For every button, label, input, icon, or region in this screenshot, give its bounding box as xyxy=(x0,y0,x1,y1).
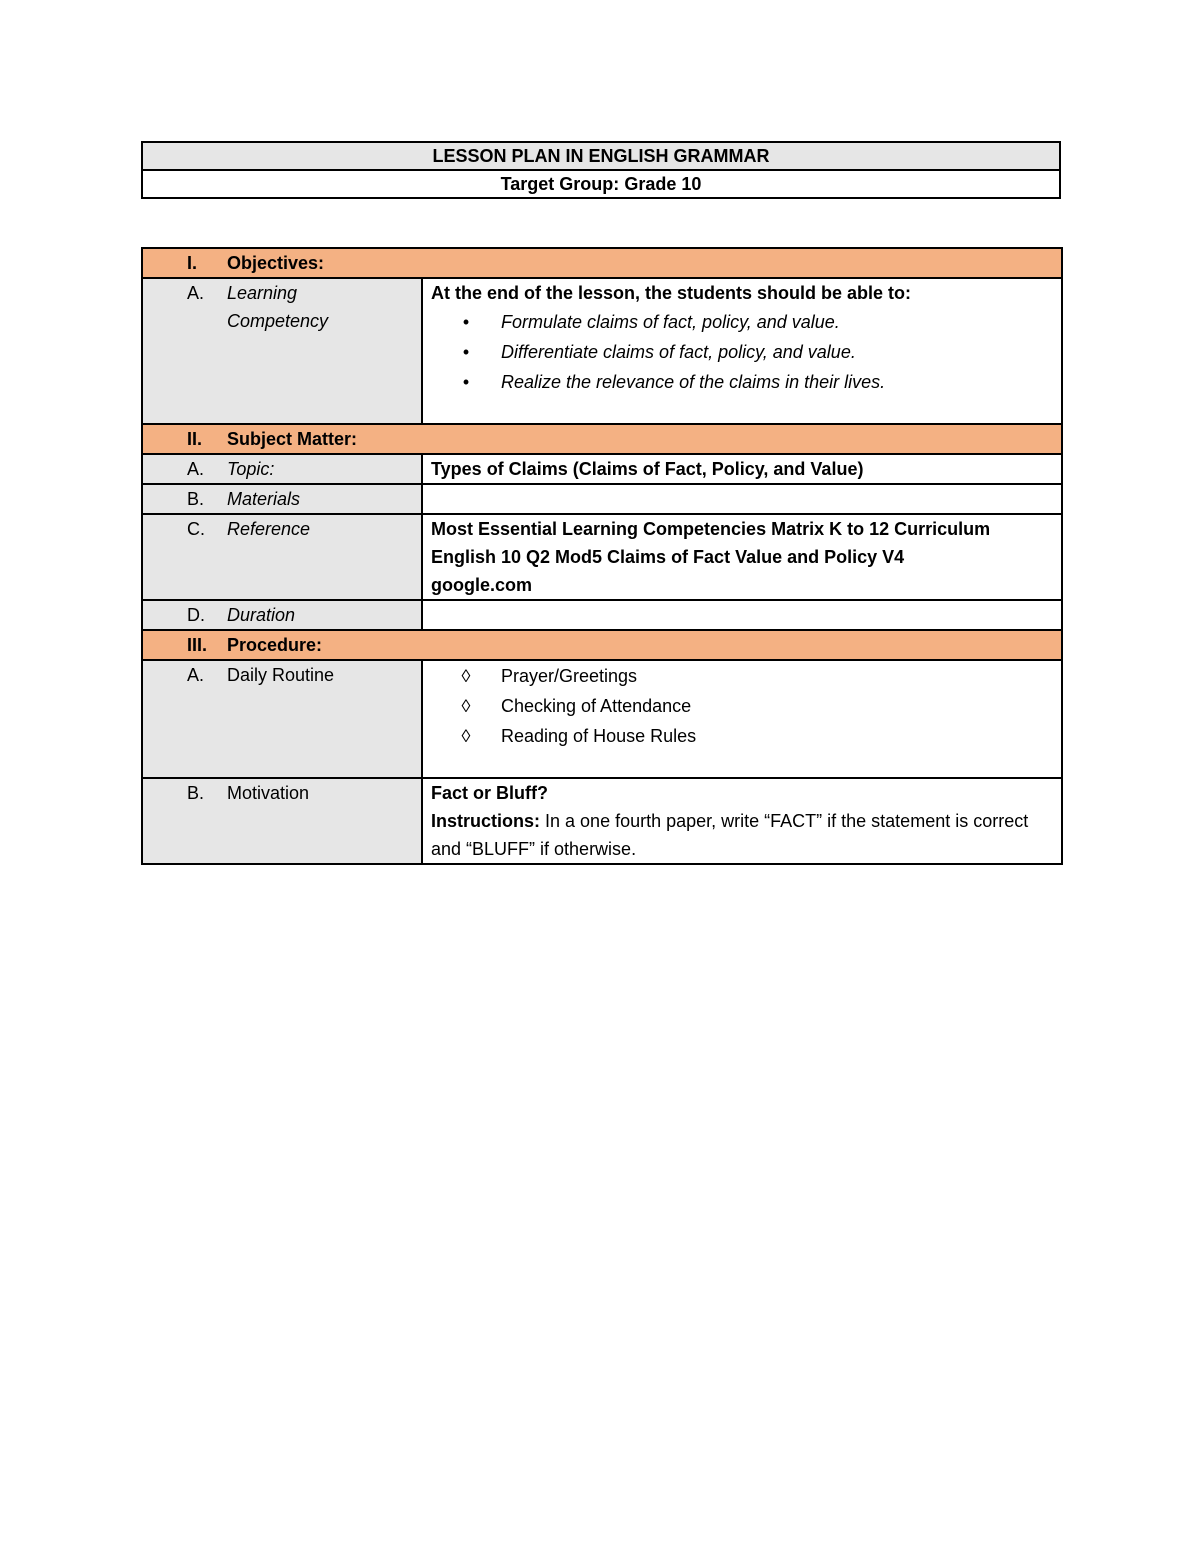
section-header xyxy=(142,424,1062,454)
reference-line: Most Essential Learning Competencies Matrix K to 12 Curriculum xyxy=(431,519,991,539)
item-label: Motivation xyxy=(227,783,310,803)
row-label-cell xyxy=(142,454,422,484)
row-value-cell xyxy=(422,778,1062,864)
motivation-title: Fact or Bluff? xyxy=(431,783,548,803)
row-value-cell xyxy=(422,278,1062,424)
row-motivation xyxy=(142,778,1062,864)
reference-line: English 10 Q2 Mod5 Claims of Fact Value and Policy V4 xyxy=(431,547,905,567)
section-header xyxy=(142,630,1062,660)
document-header xyxy=(141,141,1061,199)
row-learning-competency xyxy=(142,278,1062,424)
bullet-icon: • xyxy=(462,312,470,332)
row-reference xyxy=(142,514,1062,600)
target-group-label: Target Group: xyxy=(500,174,620,194)
section-header xyxy=(142,248,1062,278)
motivation-instructions xyxy=(431,807,1053,863)
instructions-text: In a one fourth paper, write “FACT” if the statement is correct and “BLUFF” if otherwise. xyxy=(431,811,1029,859)
section-heading: Subject Matter: xyxy=(227,429,358,449)
item-label: Daily Routine xyxy=(227,665,335,685)
item-letter: B. xyxy=(187,489,205,509)
item-letter: B. xyxy=(187,783,205,803)
list-item: • Formulate claims of fact, policy, and value. xyxy=(431,307,1053,337)
row-value-cell: Types of Claims (Claims of Fact, Policy, and Value) xyxy=(422,454,1062,484)
row-label-cell xyxy=(142,514,422,600)
item-label-line2: Competency xyxy=(227,311,329,331)
diamond-icon: ◊ xyxy=(461,666,471,686)
instructions-label: Instructions: xyxy=(431,811,541,831)
diamond-icon: ◊ xyxy=(461,696,471,716)
row-label-cell xyxy=(142,278,422,424)
document-title xyxy=(142,142,1060,170)
item-letter: A. xyxy=(187,459,205,479)
item-label-line1: Learning xyxy=(227,283,298,303)
target-group-value: Grade 10 xyxy=(624,174,702,194)
list-item: ◊ Prayer/Greetings xyxy=(431,661,1053,691)
row-value-cell xyxy=(422,660,1062,778)
row-value-cell xyxy=(422,484,1062,514)
reference-line: google.com xyxy=(431,575,533,595)
row-label-cell xyxy=(142,778,422,864)
row-topic xyxy=(142,454,1062,484)
lesson-plan-table xyxy=(141,247,1063,865)
item-label: Reference xyxy=(227,519,311,539)
section-numeral: I. xyxy=(187,253,198,273)
item-letter: A. xyxy=(187,665,205,685)
target-group xyxy=(142,170,1060,198)
section-heading: Objectives: xyxy=(227,253,325,273)
item-label xyxy=(227,279,328,335)
row-duration xyxy=(142,600,1062,630)
item-label: Duration xyxy=(227,605,296,625)
title-text: LESSON PLAN IN ENGLISH GRAMMAR xyxy=(432,146,770,166)
diamond-icon: ◊ xyxy=(461,726,471,746)
row-daily-routine xyxy=(142,660,1062,778)
routine-list xyxy=(431,661,1053,751)
item-label: Topic: xyxy=(227,459,275,479)
list-item: ◊ Reading of House Rules xyxy=(431,721,1053,751)
section-numeral: II. xyxy=(187,429,203,449)
list-item: • Differentiate claims of fact, policy, and value. xyxy=(431,337,1053,367)
section-objectives xyxy=(142,248,1062,278)
item-letter: C. xyxy=(187,519,205,539)
row-value-cell xyxy=(422,514,1062,600)
row-materials xyxy=(142,484,1062,514)
row-label-cell xyxy=(142,660,422,778)
item-letter: A. xyxy=(187,283,205,303)
objectives-list xyxy=(431,307,1053,397)
section-procedure xyxy=(142,630,1062,660)
objectives-intro: At the end of the lesson, the students should be able to: xyxy=(431,283,912,303)
item-letter: D. xyxy=(187,605,205,625)
row-label-cell xyxy=(142,484,422,514)
list-item: • Realize the relevance of the claims in their lives. xyxy=(431,367,1053,397)
section-numeral: III. xyxy=(187,635,208,655)
bullet-icon: • xyxy=(462,372,470,392)
item-label: Materials xyxy=(227,489,301,509)
section-subject-matter xyxy=(142,424,1062,454)
list-item: ◊ Checking of Attendance xyxy=(431,691,1053,721)
section-heading: Procedure: xyxy=(227,635,323,655)
row-value-cell xyxy=(422,600,1062,630)
row-label-cell xyxy=(142,600,422,630)
bullet-icon: • xyxy=(462,342,470,362)
